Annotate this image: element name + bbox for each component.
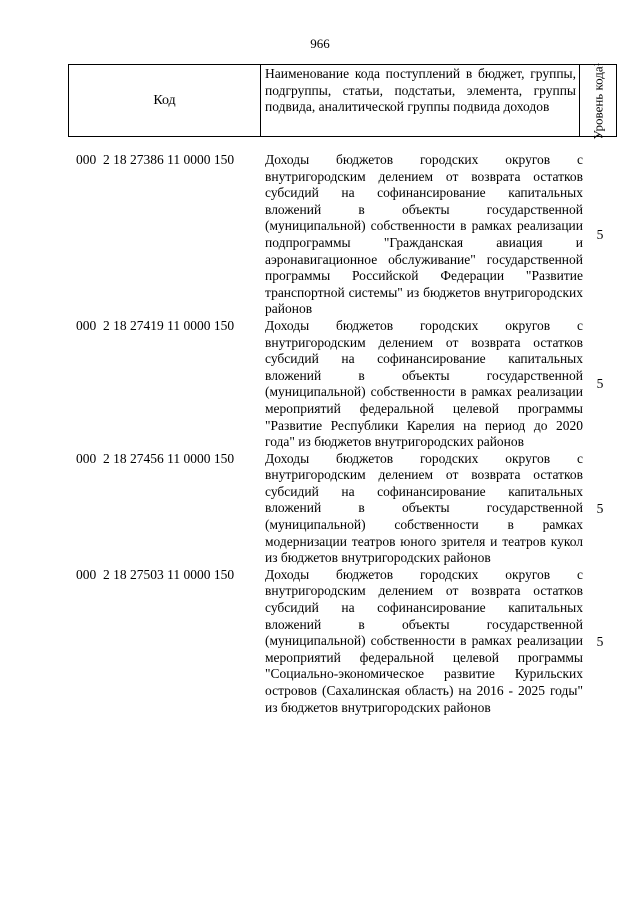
header-code: Код bbox=[69, 65, 261, 136]
row-code: 000 2 18 27419 11 0000 150 bbox=[76, 317, 235, 333]
row-level: 5 bbox=[596, 500, 604, 516]
header-level-label: Уровень кода¹ bbox=[590, 61, 606, 140]
row-level: 5 bbox=[596, 633, 604, 649]
row-level: 5 bbox=[596, 376, 604, 392]
table-row bbox=[0, 451, 640, 567]
table-row bbox=[0, 152, 640, 318]
row-description: Доходы бюджетов городских округов с внутригородским делением от возврата остатков субсидий на софинансирование капитальных вложений в объекты государственной (муниципальной) собственности в рамках модернизации театров юного зрителя и театров кукол из бюджетов внутригородских районов bbox=[265, 450, 583, 566]
row-description: Доходы бюджетов городских округов с внутригородским делением от возврата остатков субсидий на софинансирование капитальных вложений в объекты государственной (муниципальной) собственности в рамках реализации мероприятий федеральной целевой программы "Социально-экономическое развитие Курильских островов (Сахалинская область) на 2016 - 2025 годы" из бюджетов внутригородских районов bbox=[265, 566, 583, 715]
row-level: 5 bbox=[596, 226, 604, 242]
row-description: Доходы бюджетов городских округов с внутригородским делением от возврата остатков субсидий на софинансирование капитальных вложений в объекты государственной (муниципальной) собственности в рамках реализации подпрограммы "Гражданская авиация и аэронавигационное обслуживание" государственной программы Российской Федерации "Развитие транспортной системы" из бюджетов внутригородских районов bbox=[265, 152, 583, 317]
table-row bbox=[0, 567, 640, 716]
row-description: Доходы бюджетов городских округов с внутригородским делением от возврата остатков субсидий на софинансирование капитальных вложений в объекты государственной (муниципальной) собственности в рамках реализации мероприятий федеральной целевой программы "Развитие Республики Карелия на период до 2020 года" из бюджетов внутригородских районов bbox=[265, 317, 583, 450]
row-code: 000 2 18 27503 11 0000 150 bbox=[76, 566, 235, 582]
row-code: 000 2 18 27456 11 0000 150 bbox=[76, 450, 235, 466]
page-number: 966 bbox=[310, 36, 330, 51]
table-header bbox=[68, 61, 617, 140]
header-level bbox=[581, 61, 616, 140]
header-name: Наименование кода поступлений в бюджет, группы, подгруппы, статьи, подстатьи, элемента, группы подвида, аналитической группы подвида доходов bbox=[262, 65, 580, 136]
table-row bbox=[0, 318, 640, 451]
table-body bbox=[0, 152, 640, 716]
row-code: 000 2 18 27386 11 0000 150 bbox=[76, 152, 235, 167]
